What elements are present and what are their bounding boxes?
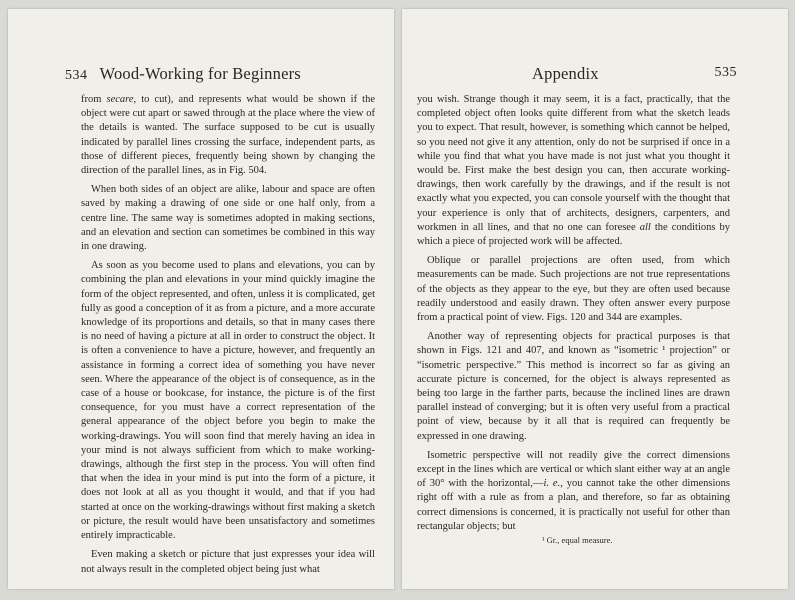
paragraph: As soon as you become used to plans and elevations, you can by combining the plan and elevations in your mind quickly imagine the form of the object represented, and often, unless it is complicated, get fully as good a conception of it as from a picture, and a more accurate knowledge of its proportions and details, so that in many cases there is no need of having a picture at all in order to construct the object. It is often a convenience to have a picture, however, and frequently an assistance in forming a correct idea of something you have never seen. Where the appearance of the object is of consequence, as in the case of a house or bookcase, for instance, the picture is of the first consequence, for you must have a correct representation of the general appearance of the object before you begin to make the working-drawings. You will soon find that merely having an idea in your mind is not always sufficient from which to make working-drawings, although the first step in the process. You will often find that when the idea in your mind is put into the form of a picture, it does not look at all as you thought it would, and that if you had started at once on the working-drawings without first making a sketch or picture, the result would have been unsatisfactory and sometimes entirely impracticable. [81,260,375,542]
right-page [402,9,788,589]
page-body [417,93,730,534]
paragraph: Oblique or parallel projections are often used, from which measurements can be made. Such projections are not true representations of the objects as they appear to the eye, but they are often used because readily understood and easily drawn. They often answer every purpose from a practical point of view. Figs. 120 and 344 are examples. [417,255,730,324]
italic-term: secare [106,94,134,105]
paragraph: When both sides of an object are alike, labour and space are often saved by making a drawing of one side or one half only, from a centre line. The same way is sometimes adopted in making sections, and an elevation and section can sometimes be combined in this way in one drawing. [81,184,375,253]
page-number: 534 [65,68,88,83]
left-page [8,9,394,589]
paragraph: from secare, to cut), and represents what would be shown if the object were cut apart or sawed through at the place where the view of the details is wanted. The surface supposed to be cut is usually indicated by parallel lines crossing the surface, independent parts, as those of different pieces, frequently being shown by changing the direction of the parallel lines, as in Fig. 504. [81,94,375,177]
paragraph: Another way of representing objects for practical purposes is that shown in Figs. 121 and 407, and known as “isometric ¹ projection” or “isometric perspective.” This method is incorrect so far as giving an accurate picture is concerned, for the object is always represented as being too large in the farther parts, because the inclined lines are drawn parallel instead of converging; but it is often very useful from a practical point of view, because by it all that is required can frequently be expressed in one drawing. [417,331,730,442]
page-header [532,64,737,84]
footnote: ¹ Gr., equal measure. [542,535,613,545]
page-body [81,93,375,577]
page-header [65,64,301,84]
paragraph: Isometric perspective will not readily give the correct dimensions except in the lines which are vertical or which slant either way at an angle of 30° with the horizontal,—i. e., you cannot take the other dimensions right off with a rule as from a plan, and therefore, so far as obtaining correct dimensions is concerned, it is practically not useful for other than rectangular objects; but [417,449,730,532]
paragraph: Even making a sketch or picture that just expresses your idea will not always result in the completed object being just what [81,549,375,575]
page-number: 535 [714,65,737,80]
paragraph: you wish. Strange though it may seem, it is a fact, practically, that the completed object often looks quite different from what the sketch leads you to expect. That result, however, is something which cannot be helped, so you need not give it any attention, only do not be surprised if once in a while you find that what you have made is not just what you thought it would be. First make the best design you can, then accurate working-drawings, then work carefully by the drawings, and if the result is not exactly what you expected, you can console yourself with the thought that your experience is only that of architects, designers, carpenters, and workmen in all lines, and that no one can foresee all the conditions by which a piece of projected work will be affected. [417,94,730,248]
running-head: Appendix [532,64,599,83]
italic-term: i. e. [543,478,561,490]
italic-term: all [639,221,651,233]
running-head: Wood-Working for Beginners [99,64,301,83]
